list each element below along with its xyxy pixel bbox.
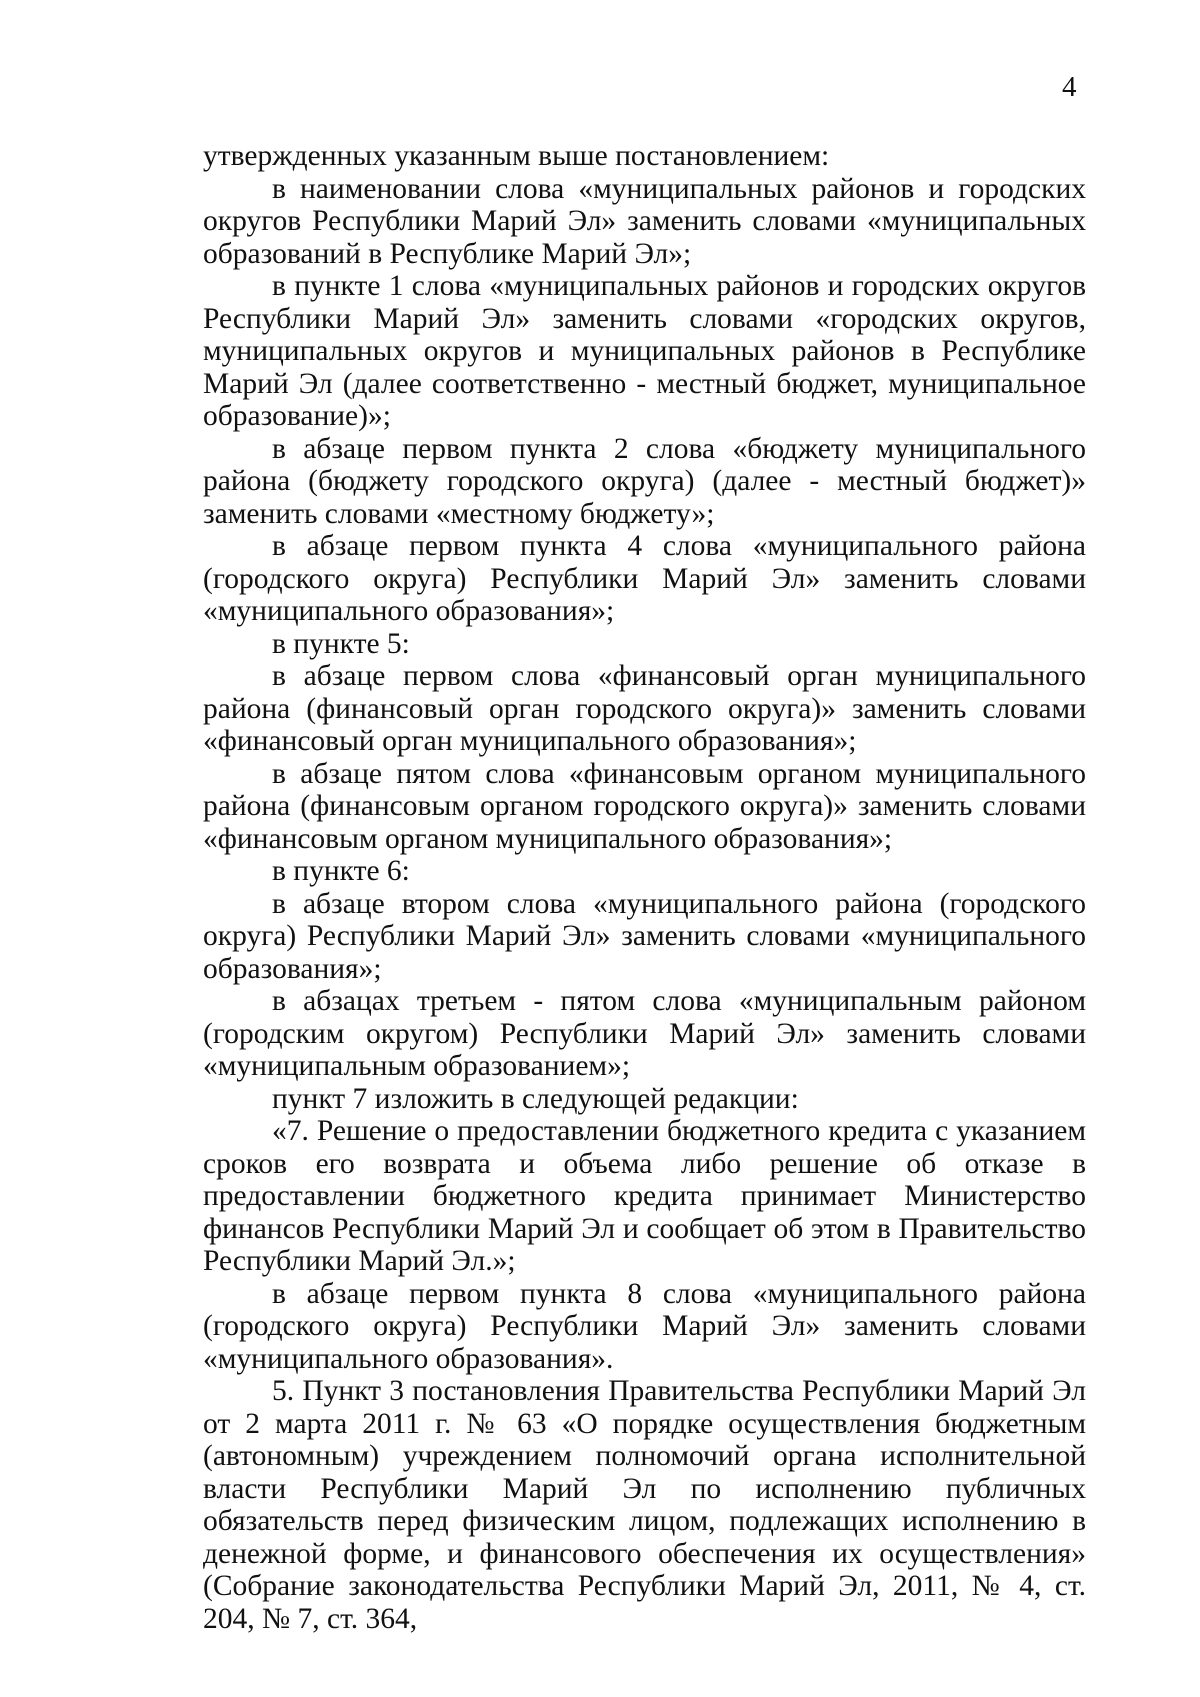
paragraph: 5. Пункт 3 постановления Правительства Республики Марий Эл от 2 марта 2011 г. № 63 «О порядке осуществления бюджетным (автономным) учреждением полномочий органа исполнительной власти Республики Марий Эл по исполнению публичных обязательств перед физическим лицом, подлежащих исполнению в денежной форме, и финансового обеспечения их осуществления» (Собрание законодательства Республики Марий Эл, 2011, № 4, ст. 204, № 7, ст. 364,	[203, 1375, 1086, 1635]
paragraph: «7. Решение о предоставлении бюджетного кредита с указанием сроков его возврата и объема либо решение об отказе в предоставлении бюджетного кредита принимает Министерство финансов Республики Марий Эл и сообщает об этом в Правительство Республики Марий Эл.»;	[203, 1115, 1086, 1277]
paragraph: в абзацах третьем - пятом слова «муниципальным районом (городским округом) Республики Марий Эл» заменить словами «муниципальным образованием»;	[203, 985, 1086, 1082]
paragraph: в абзаце первом пункта 2 слова «бюджету муниципального района (бюджету городского округа) (далее - местный бюджет)» заменить словами «местному бюджету»;	[203, 432, 1086, 530]
paragraph: в пункте 5:	[272, 627, 410, 660]
paragraph: в пункте 6:	[272, 855, 410, 887]
paragraph: в пункте 1 слова «муниципальных районов и городских округов Республики Марий Эл» заменить словами «городских округов, муниципальных округов и муниципальных районов в Республике Марий Эл (далее соответственно - местный бюджет, муниципальное образование)»;	[203, 270, 1086, 432]
paragraph: в абзаце пятом слова «финансовым органом муниципального района (финансовым органом городского округа)» заменить словами «финансовым органом муниципального образования»;	[203, 757, 1086, 855]
paragraph: пункт 7 изложить в следующей редакции:	[272, 1082, 799, 1115]
paragraph: в абзаце втором слова «муниципального района (городского округа) Республики Марий Эл» заменить словами «муниципального образования»;	[203, 887, 1086, 985]
document-body	[203, 140, 1086, 1635]
paragraph: в абзаце первом пункта 4 слова «муниципального района (городского округа) Республики Марий Эл» заменить словами «муниципального образования»;	[203, 530, 1086, 627]
paragraph: в наименовании слова «муниципальных районов и городских округов Республики Марий Эл» заменить словами «муниципальных образований в Республике Марий Эл»;	[203, 172, 1086, 270]
page-number: 4	[1062, 71, 1077, 103]
paragraph: утвержденных указанным выше постановлением:	[203, 140, 830, 172]
paragraph: в абзаце первом пункта 8 слова «муниципального района (городского округа) Республики Марий Эл» заменить словами «муниципального образования».	[203, 1277, 1086, 1375]
paragraph: в абзаце первом слова «финансовый орган муниципального района (финансовый орган городского округа)» заменить словами «финансовый орган муниципального образования»;	[203, 660, 1086, 757]
